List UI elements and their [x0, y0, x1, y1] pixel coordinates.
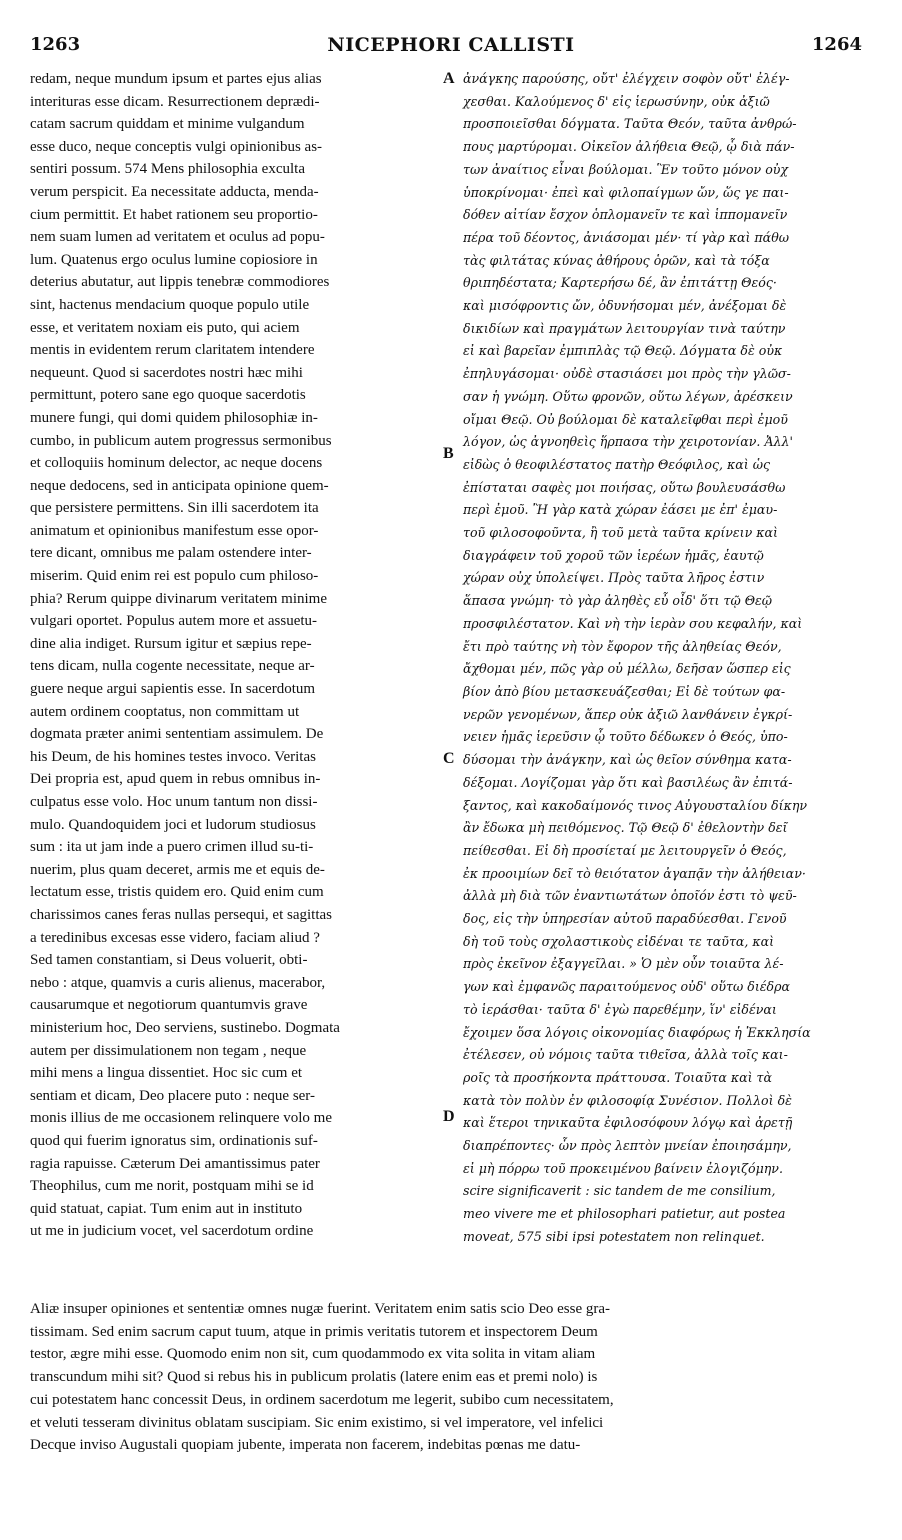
greek-text-line: λόγον, ὡς ἀγνοηθεὶς ἥρπασα τὴν χειροτονίαν. Ἀλλ': [463, 434, 793, 450]
latin-text-line: neque dedocens, sed in anticipata opinione quem-: [30, 477, 329, 494]
greek-text-line: meo vivere me et philosophari patietur, aut postea: [463, 1206, 786, 1222]
greek-text-line: νερῶν γενομένων, ἅπερ οὐκ ἀξιῶ λανθάνειν ἐγκρί-: [463, 706, 793, 722]
greek-text-line: δὴ τοῦ τοὺς σχολαστικοὺς εἰδέναι τε ταῦτα, καὶ: [463, 933, 775, 949]
greek-text-line: ἀλλὰ μὴ διὰ τῶν ἐναντιωτάτων ὁποῖόν ἐστι τὸ ψεῦ-: [463, 888, 797, 904]
greek-text-line: νειεν ἡμᾶς ἱερεῦσιν ᾧ τοῦτο δέδωκεν ὁ Θεός, ὑπο-: [463, 729, 788, 745]
greek-text-line: ἐπίσταται σαφὲς μοι ποιήσας, οὕτω βουλευσάσθω: [463, 479, 786, 495]
greek-text-line: ξαντος, καὶ κακοδαίμονός τινος Αὐγουσταλίου δίκην: [463, 797, 808, 813]
greek-text-line: ἐτέλεσεν, οὐ νόμοις ταῦτα τιθεῖσα, ἀλλὰ τοῖς και-: [463, 1047, 788, 1063]
latin-text-line: permittunt, potero sane ego quoque sacerdotis: [30, 387, 306, 404]
greek-text-line: scire significaverit : sic tandem de me consilium,: [463, 1183, 776, 1199]
latin-text-line: quod qui fuerim ignoratus sim, ordinationis suf-: [30, 1132, 318, 1149]
page-number-left: 1263: [30, 34, 81, 55]
full-width-text-line: tissimam. Sed enim sacrum caput tuum, atque in primis veritatis tutorem et inspectorem Deum: [30, 1323, 598, 1340]
latin-text-line: quid statuat, capiat. Tum enim aut in instituto: [30, 1200, 303, 1217]
latin-text-line: verum perspicit. Ea necessitate adducta, menda-: [30, 183, 319, 200]
latin-text-line: ministerium hoc, Deo serviens, sustinebo. Dogmata: [30, 1019, 340, 1036]
greek-text-line: ἐπηλυγάσομαι· οὐδὲ στασιάσει μοι πρὸς τὴν γλῶσ-: [463, 366, 791, 382]
latin-text-line: lum. Quatenus ergo oculus lumine copiosiore in: [30, 251, 318, 268]
greek-text-line: των ἀναίτιος εἶναι βούλομαι. Ἓν τοῦτο μόνον οὐχ: [463, 161, 789, 177]
latin-text-line: his Deum, de his homines testes invoco. Veritas: [30, 748, 316, 765]
greek-column: [463, 68, 873, 1249]
greek-text-line: περὶ ἐμοῦ. Ἢ γὰρ κατὰ χώραν ἐάσει με ἐπ' ἐμαυ-: [463, 502, 778, 518]
greek-text-line: ἄχθομαι μέν, πῶς γὰρ οὐ μέλλω, δεῆσαν ὥσπερ εἰς: [463, 661, 791, 677]
latin-text-line: autem per dissimulationem non tegam , neque: [30, 1042, 307, 1059]
latin-text-line: Dei propria est, apud quem in rebus omnibus in-: [30, 771, 321, 788]
latin-text-line: sentiam et dicam, Deo placere puto : neque ser-: [30, 1087, 315, 1104]
greek-text-line: εἰ καὶ βαρεῖαν ἐμπιπλὰς τῷ Θεῷ. Δόγματα δὲ οὐκ: [463, 343, 783, 359]
latin-text-line: a teredinibus excesas esse videro, faciam aliud ?: [30, 929, 320, 946]
latin-text-line: nuerim, plus quam deceret, armis me et equis de-: [30, 861, 325, 878]
greek-text-line: τοῦ φιλοσοφοῦντα, ἢ τοῦ μετὰ ταῦτα κρίνειν καὶ: [463, 525, 778, 541]
greek-text-line: βίον ἀπὸ βίου μετασκευάζεσθαι; Εἰ δὲ τούτων φα-: [463, 683, 786, 699]
latin-text-line: cium permittit. Et habet rationem seu proportio-: [30, 206, 318, 223]
greek-text-line: ὑποκρίνομαι· ἐπεὶ καὶ φιλοπαίγμων ὤν, ὥς γε παι-: [463, 184, 789, 200]
greek-text-line: ἔτι πρὸ ταύτης νὴ τὸν ἔφορον τῆς ἀληθείας Θεόν,: [463, 638, 782, 654]
greek-text-line: εἰδὼς ὁ θεοφιλέστατος πατὴρ Θεόφιλος, καὶ ὡς: [463, 456, 771, 472]
latin-column: [30, 68, 440, 1243]
full-width-text-line: cui potestatem hanc concessit Deus, in ordinem sacerdotum me legerit, subibo cum necessitatem,: [30, 1391, 614, 1408]
latin-text-line: et colloquiis hominum delector, ac neque docens: [30, 455, 323, 472]
latin-text-line: guere neque argui sapientis esse. In sacerdotum: [30, 681, 316, 698]
latin-text-line: mentis in evidentem rerum claritatem intendere: [30, 342, 315, 359]
greek-text-line: πείθεσθαι. Εἰ δὴ προσίεταί με λειτουργεῖν ὁ Θεός,: [463, 842, 787, 858]
latin-text-line: que persistere permittens. Sin illi sacerdotem ita: [30, 500, 319, 517]
latin-text-line: munere fungi, qui domi quidem philosophiæ in-: [30, 409, 318, 426]
latin-text-line: dine alia indiget. Rursum igitur et sæpius repe-: [30, 635, 312, 652]
greek-text-line: δύσομαι τὴν ἀνάγκην, καὶ ὡς θεῖον σύνθημα κατα-: [463, 752, 792, 768]
greek-text-line: τὸ ἱεράσθαι· ταῦτα δ' ἐγὼ παρεθέμην, ἵν' εἰδέναι: [463, 1001, 777, 1017]
greek-text-line: δέξομαι. Λογίζομαι γὰρ ὅτι καὶ βασιλέως ἂν ἐπιτά-: [463, 774, 793, 790]
greek-text-line: καὶ μισόφροντις ὤν, ὀδυνήσομαι μέν, ἀνέξομαι δὲ: [463, 298, 787, 314]
greek-text-line: γων καὶ ἐμφανῶς παραιτούμενος οὐδ' οὕτω διέδρα: [463, 979, 791, 995]
latin-text-line: tere dicant, omnibus me palam ostendere inter-: [30, 545, 312, 562]
latin-text-line: deterius abutatur, aut lippis tenebræ commodiores: [30, 274, 330, 291]
latin-text-line: nequeunt. Quod si sacerdotes nostri hæc mihi: [30, 364, 303, 381]
latin-text-line: esse, et veritatem noxiam eis puto, qui aciem: [30, 319, 300, 336]
greek-text-line: πρὸς ἐκεῖνον ἐξαγγεῖλαι. » Ὁ μὲν οὖν τοιαῦτα λέ-: [463, 956, 784, 972]
latin-text-line: dogmata præter animi sententiam assimulem. De: [30, 726, 324, 743]
greek-text-line: θριπηδέστατα; Καρτερήσω δέ, ἂν ἐπιτάττῃ Θεός·: [463, 275, 777, 291]
greek-text-line: εἰ μὴ πόρρω τοῦ προκειμένου βαίνειν ἐλογιζόμην.: [463, 1160, 783, 1176]
greek-text-line: πους μαρτύρομαι. Οἰκεῖον ἀλήθεια Θεῷ, ᾧ διὰ πάν-: [463, 139, 795, 155]
full-width-text-line: Decque inviso Augustali quopiam jubente, imperata non facerem, indebitas pœnas me datu-: [30, 1437, 581, 1454]
latin-text-line: nebo : atque, quamvis a curis alienus, macerabor,: [30, 974, 326, 991]
full-width-text-line: transcundum mihi sit? Quod si rebus his in publicum prolatis (latere enim eas et premi nolo) is: [30, 1369, 598, 1386]
greek-text-line: moveat, 575 sibi ipsi potestatem non relinquet.: [463, 1228, 765, 1244]
latin-text-line: animatum et opinionibus manifestum esse opor-: [30, 522, 319, 539]
latin-text-line: monis illius de me occasionem relinquere volo me: [30, 1110, 333, 1127]
latin-text-line: catam sacrum quiddam et minime vulgandum: [30, 116, 305, 133]
latin-text-line: sint, hactenus mendacium quoque populo utile: [30, 296, 310, 313]
latin-text-line: vulgari oportet. Populus autem more et assuetu-: [30, 613, 318, 630]
greek-text-line: ἔχοιμεν ὅσα λόγοις οἰκονομίας διαφόρως ἡ Ἐκκλησία: [463, 1024, 811, 1040]
full-width-text-line: testor, ægre mihi esse. Quomodo enim non sit, cum quodammodo ex vita solita in vitam aliam: [30, 1346, 596, 1363]
greek-text-line: ἀνάγκης παρούσης, οὔτ' ἐλέγχειν σοφὸν οὔτ' ἐλέγ-: [463, 71, 790, 86]
latin-text-line: ut me in judicium vocet, vel sacerdotum ordine: [30, 1223, 314, 1240]
latin-text-line: Sed tamen constantiam, si Deus voluerit, obti-: [30, 952, 308, 969]
full-width-text-line: et veluti tesseram divinitus oblatam suscipiam. Sic enim existimo, si vel imperatore, vel infelici: [30, 1414, 604, 1431]
latin-text-line: phia? Rerum quippe divinarum veritatem minime: [30, 590, 328, 607]
greek-text-line: ροῖς τὰ προσήκοντα πράττουσα. Τοιαῦτα καὶ τὰ: [463, 1069, 773, 1085]
latin-text-line: cumbo, in publicum autem progressus sermonibus: [30, 432, 332, 449]
greek-text-line: πέρα τοῦ δέοντος, ἀνιάσομαι μέν· τί γὰρ καὶ πάθω: [463, 229, 790, 245]
page-number-right: 1264: [811, 34, 862, 55]
latin-text-line: causarumque et negotiorum quantumvis grave: [30, 997, 308, 1014]
latin-text-line: interituras esse dicam. Resurrectionem deprædi-: [30, 93, 320, 110]
latin-text-line: Theophilus, cum me norit, postquam mihi se id: [30, 1178, 314, 1195]
latin-text-line: culpatus esse volo. Hoc unum tantum non dissi-: [30, 794, 318, 810]
running-title: NICEPHORI CALLISTI: [327, 34, 575, 56]
greek-text-line: προσποιεῖσθαι δόγματα. Ταῦτα Θεόν, ταῦτα ἀνθρώ-: [463, 116, 797, 132]
greek-text-line: διαπρέποντες· ὧν πρὸς λεπτὸν μνείαν ἐποιησάμην,: [463, 1138, 792, 1154]
greek-text-line: κατὰ τὸν πολὺν ἐν φιλοσοφίᾳ Συνέσιον. Πολλοὶ δὲ: [463, 1092, 792, 1108]
greek-text-line: δος, εἰς τὴν ὑπηρεσίαν αὐτοῦ παραδύεσθαι. Γενοῦ: [463, 911, 787, 927]
full-width-text: [30, 1298, 875, 1457]
greek-text-line: τὰς φιλτάτας κύνας ἀθήρους ὁρῶν, καὶ τὰ τόξα: [463, 252, 770, 268]
section-marker-c: C: [443, 750, 455, 767]
greek-text-line: καὶ ἕτεροι τηνικαῦτα ἐφιλοσόφουν λόγῳ καὶ ἀρετῇ: [463, 1115, 793, 1131]
greek-text-line: ἂν ἔδωκα μὴ πειθόμενος. Τῷ Θεῷ δ' ἐθελοντὴν δεῖ: [463, 820, 788, 836]
latin-text-line: redam, neque mundum ipsum et partes ejus alias: [30, 71, 322, 87]
section-marker-b: B: [443, 445, 454, 462]
greek-text-line: χεσθαι. Καλούμενος δ' εἰς ἱερωσύνην, οὐκ ἀξιῶ: [463, 93, 770, 109]
latin-text-line: sentiri possum. 574 Mens philosophia exculta: [30, 161, 305, 178]
section-marker-a: A: [443, 70, 455, 87]
greek-text-line: δόθεν αἰτίαν ἔσχον ὁπλομανεῖν τε καὶ ἱππομανεῖν: [463, 207, 788, 223]
section-marker-d: D: [443, 1108, 455, 1125]
latin-text-line: autem ordinem cooptatus, non committam ut: [30, 703, 300, 720]
greek-text-line: ἅπασα γνώμη· τὸ γὰρ ἀληθὲς εὖ οἶδ' ὅτι τῷ Θεῷ: [463, 593, 773, 609]
latin-text-line: esse duco, neque conceptis vulgi opinionibus as-: [30, 138, 323, 155]
greek-text-line: χώραν οὐχ ὑπολείψει. Πρὸς ταῦτα λῆρος ἐστιν: [463, 570, 765, 586]
greek-text-line: προσφιλέστατον. Καὶ νὴ τὴν ἱερὰν σου κεφαλήν, καὶ: [463, 615, 803, 631]
latin-text-line: tens dicam, nulla cogente necessitate, neque ar-: [30, 658, 315, 675]
page-header: [30, 34, 872, 60]
latin-text-line: miserim. Quid enim rei est populo cum philoso-: [30, 568, 319, 585]
latin-text-line: charissimos canes feras nullas persequi, et sagittas: [30, 906, 332, 923]
latin-text-line: sum : ita ut jam inde a puero crimen illud su-ti-: [30, 839, 314, 856]
full-width-text-line: Aliæ insuper opiniones et sententiæ omnes nugæ fuerint. Veritatem enim satis scio Deo esse gra-: [30, 1301, 611, 1317]
latin-text-line: mulo. Quandoquidem joci et ludorum studiosus: [30, 816, 316, 833]
greek-text-line: διαγράφειν τοῦ χοροῦ τῶν ἱερέων ἡμᾶς, ἑαυτῷ: [463, 547, 764, 563]
latin-text-line: mihi mens a lingua dissentiet. Hoc sic cum et: [30, 1065, 303, 1082]
latin-text-line: ragia rapuisse. Cæterum Dei amantissimus pater: [30, 1155, 320, 1172]
greek-text-line: δικιδίων καὶ πραγμάτων λειτουργίαν τινὰ ταύτην: [463, 320, 786, 336]
greek-text-line: οἴμαι Θεῷ. Οὐ βούλομαι δὲ καταλεῖφθαι περὶ ἐμοῦ: [463, 411, 788, 427]
latin-text-line: nem suam lumen ad veritatem et oculus ad popu-: [30, 229, 325, 246]
latin-text-line: lectatum esse, tristis quidem ero. Quid enim cum: [30, 884, 324, 901]
greek-text-line: σαν ἡ γνώμη. Οὕτω φρονῶν, οὕτω λέγων, ἀρέσκειν: [463, 388, 793, 404]
greek-text-line: ἐκ προοιμίων δεῖ τὸ θειότατον ἀγαπᾷν τὴν ἀλήθειαν·: [463, 865, 806, 881]
